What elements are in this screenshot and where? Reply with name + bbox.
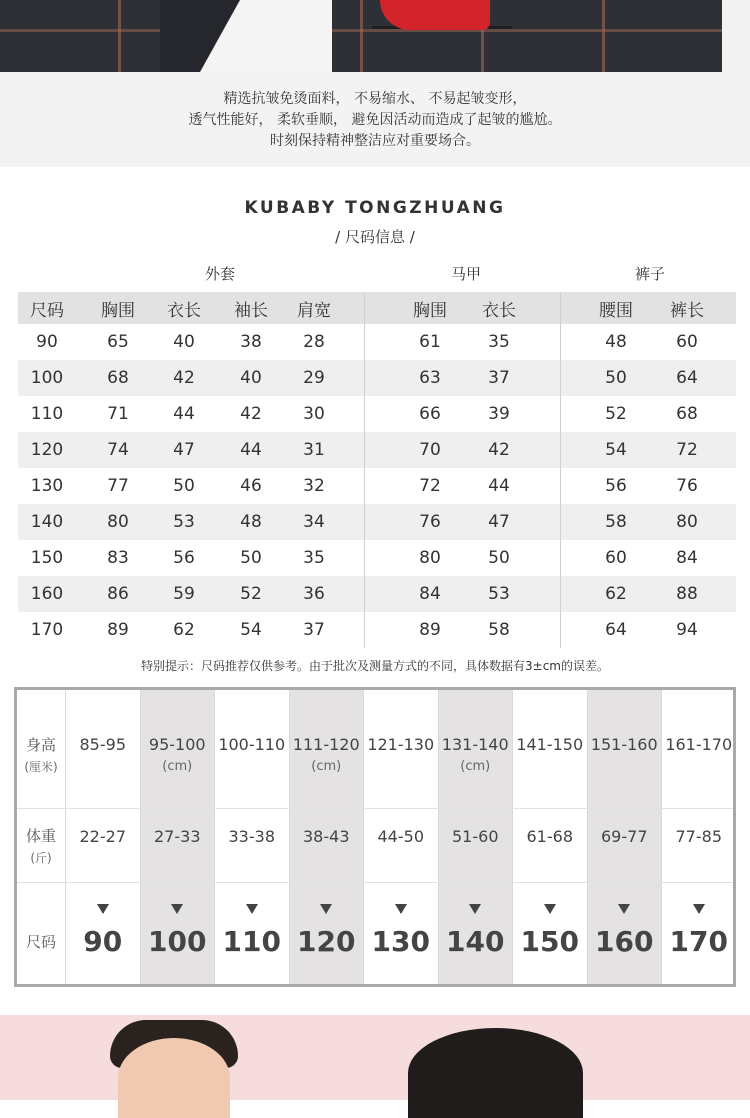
weight-range: 44-50 [377,827,424,846]
height-range [66,734,140,756]
height-weight-size-guide [14,687,736,987]
cell-jacket-chest: 80 [107,512,129,532]
recommended-size: 120 [297,925,356,958]
cell-pants-waist: 52 [605,404,627,424]
cell-pants-length: 80 [676,512,698,532]
recommended-size: 100 [148,925,207,958]
recommended-size: 110 [222,925,281,958]
cell-vest-chest: 66 [419,404,441,424]
cell-vest-chest: 89 [419,620,441,640]
cell-jacket-sleeve: 42 [240,404,262,424]
guide-column [140,690,215,984]
cell-jacket-shoulder: 36 [303,584,325,604]
cell-pants-length: 68 [676,404,698,424]
height-value: 141-150 [516,735,584,754]
cell-pants-waist: 62 [605,584,627,604]
cell-vest-chest: 63 [419,368,441,388]
guide-row-divider [17,808,733,809]
table-row [18,504,736,540]
top-product-photo [0,0,750,72]
group-divider [560,540,561,576]
down-arrow-icon [469,904,481,914]
group-divider [560,576,561,612]
group-divider [560,468,561,504]
group-divider [364,324,365,360]
height-value: 111-120 [292,735,360,754]
weight-range: 38-43 [303,827,350,846]
height-range [141,734,215,778]
weight-range: 69-77 [601,827,648,846]
height-value: 121-130 [367,735,435,754]
table-row [18,360,736,396]
cell-vest-length: 39 [488,404,510,424]
group-divider [364,612,365,648]
cell-vest-length: 衣长 [482,300,516,321]
cell-jacket-length: 53 [173,512,195,532]
cell-pants-waist: 50 [605,368,627,388]
down-arrow-icon [246,904,258,914]
cell-vest-length: 58 [488,620,510,640]
size-table [18,292,736,648]
cell-pants-length: 72 [676,440,698,460]
cell-vest-length: 53 [488,584,510,604]
down-arrow-icon [171,904,183,914]
height-value: 161-170 [665,735,733,754]
group-divider [560,292,561,324]
down-arrow-icon [693,904,705,914]
cell-jacket-length: 40 [173,332,195,352]
guide-column [65,690,140,984]
cell-size: 170 [30,620,64,640]
size-info-subtitle: / 尺码信息 / [335,228,415,246]
recommended-size: 130 [371,925,430,958]
description-line-2: 透气性能好， 柔软垂顺， 避免因活动而造成了起皱的尴尬。 [188,112,562,128]
cell-pants-waist: 54 [605,440,627,460]
cell-pants-length: 裤长 [670,300,704,321]
cell-pants-waist: 60 [605,548,627,568]
down-arrow-icon [97,904,109,914]
height-value: 95-100 [148,735,206,754]
down-arrow-icon [544,904,556,914]
cell-jacket-chest: 71 [107,404,129,424]
cell-jacket-length: 59 [173,584,195,604]
weight-range: 77-85 [675,827,722,846]
cell-vest-length: 42 [488,440,510,460]
group-divider [364,432,365,468]
cell-vest-length: 50 [488,548,510,568]
group-vest-label: 马甲 [450,265,481,283]
cell-jacket-sleeve: 46 [240,476,262,496]
height-value: 151-160 [590,735,658,754]
size-row-label: 尺码 [25,933,56,951]
group-divider [364,292,365,324]
cell-jacket-sleeve: 44 [240,440,262,460]
cell-jacket-shoulder: 32 [303,476,325,496]
table-row [18,324,736,360]
table-row [18,576,736,612]
cell-vest-chest: 72 [419,476,441,496]
cell-jacket-chest: 65 [107,332,129,352]
height-range-unit: (cm) [162,759,193,774]
group-jacket-label: 外套 [204,265,235,283]
jacket-lapel-image [160,0,240,72]
brand-title: KUBABY TONGZHUANG [244,198,506,218]
guide-column [512,690,587,984]
guide-column [438,690,513,984]
table-row [18,612,736,648]
height-range [215,734,289,756]
group-divider [364,396,365,432]
cell-pants-waist: 48 [605,332,627,352]
cell-size: 尺码 [30,300,64,321]
cell-jacket-chest: 74 [107,440,129,460]
down-arrow-icon [618,904,630,914]
weight-range: 22-27 [79,827,126,846]
weight-unit: (斤) [30,851,52,865]
cell-jacket-length: 42 [173,368,195,388]
recommended-size: 170 [669,925,728,958]
table-row [18,540,736,576]
cell-size: 150 [30,548,64,568]
cell-jacket-length: 衣长 [167,300,201,321]
cell-size: 130 [30,476,64,496]
cell-vest-length: 47 [488,512,510,532]
recommended-size: 140 [446,925,505,958]
cell-vest-chest: 84 [419,584,441,604]
recommended-size: 160 [595,925,654,958]
table-row [18,468,736,504]
guide-column [214,690,289,984]
cell-jacket-sleeve: 54 [240,620,262,640]
height-label: 身高 [25,736,56,754]
height-range [364,734,438,756]
down-arrow-icon [395,904,407,914]
weight-label: 体重 [25,827,56,845]
cell-jacket-sleeve: 50 [240,548,262,568]
group-divider [560,504,561,540]
cell-size: 120 [30,440,64,460]
cell-pants-length: 76 [676,476,698,496]
weight-range: 27-33 [154,827,201,846]
group-divider [364,468,365,504]
cell-jacket-shoulder: 29 [303,368,325,388]
cell-vest-chest: 76 [419,512,441,532]
table-row [18,432,736,468]
group-divider [560,396,561,432]
guide-row-divider [17,882,733,883]
group-divider [364,360,365,396]
cell-vest-chest: 80 [419,548,441,568]
cell-jacket-shoulder: 28 [303,332,325,352]
height-value: 85-95 [79,735,126,754]
group-divider [364,576,365,612]
cell-vest-chest: 70 [419,440,441,460]
cell-jacket-chest: 89 [107,620,129,640]
cell-jacket-length: 56 [173,548,195,568]
cell-size: 100 [30,368,64,388]
cell-size: 90 [36,332,58,352]
group-pants-label: 裤子 [634,265,665,283]
cell-jacket-sleeve: 52 [240,584,262,604]
cell-pants-length: 84 [676,548,698,568]
group-divider [560,432,561,468]
height-range [439,734,513,778]
height-range [662,734,736,756]
weight-range: 61-68 [526,827,573,846]
cell-jacket-shoulder: 35 [303,548,325,568]
cell-jacket-shoulder: 肩宽 [297,300,331,321]
cell-vest-length: 35 [488,332,510,352]
table-header-row [18,292,736,324]
cell-pants-waist: 腰围 [599,300,633,321]
cell-jacket-shoulder: 30 [303,404,325,424]
guide-column [289,690,364,984]
group-divider [364,504,365,540]
description-line-1: 精选抗皱免烫面料， 不易缩水、 不易起皱变形， [223,91,527,107]
cell-size: 160 [30,584,64,604]
cell-size: 110 [30,404,64,424]
guide-column [661,690,736,984]
description-line-3: 时刻保持精神整洁应对重要场合。 [270,133,480,149]
weight-row-label [17,825,65,869]
guide-column [587,690,662,984]
cell-jacket-chest: 86 [107,584,129,604]
cell-jacket-sleeve: 袖长 [234,300,268,321]
weight-range: 51-60 [452,827,499,846]
cell-jacket-sleeve: 48 [240,512,262,532]
cell-size: 140 [30,512,64,532]
height-range [513,734,587,756]
cell-jacket-sleeve: 38 [240,332,262,352]
model-face-image [118,1038,230,1118]
recommended-size: 150 [520,925,579,958]
cell-jacket-shoulder: 34 [303,512,325,532]
group-divider [560,360,561,396]
cell-jacket-sleeve: 40 [240,368,262,388]
second-model-hair-image [408,1028,583,1118]
height-range-unit: (cm) [460,759,491,774]
group-divider [364,540,365,576]
cell-pants-waist: 56 [605,476,627,496]
cell-vest-chest: 61 [419,332,441,352]
red-pocket-square-image [380,0,490,30]
cell-jacket-shoulder: 37 [303,620,325,640]
group-divider [560,324,561,360]
cell-pants-waist: 64 [605,620,627,640]
cell-jacket-chest: 胸围 [101,300,135,321]
cell-pants-waist: 58 [605,512,627,532]
fabric-description [0,72,750,167]
size-disclaimer-note: 特别提示：尺码推荐仅供参考。由于批次及测量方式的不同，具体数据有3±cm的误差。 [141,659,609,673]
recommended-size: 90 [83,925,123,958]
cell-pants-length: 88 [676,584,698,604]
cell-jacket-shoulder: 31 [303,440,325,460]
cell-jacket-length: 62 [173,620,195,640]
cell-pants-length: 64 [676,368,698,388]
height-range [588,734,662,756]
cell-jacket-length: 47 [173,440,195,460]
cell-vest-chest: 胸围 [413,300,447,321]
weight-range: 33-38 [228,827,275,846]
cell-jacket-length: 44 [173,404,195,424]
cell-jacket-length: 50 [173,476,195,496]
height-range [290,734,364,778]
height-value: 131-140 [441,735,509,754]
cell-jacket-chest: 77 [107,476,129,496]
height-unit: (厘米) [24,760,58,774]
height-value: 100-110 [218,735,286,754]
group-divider [560,612,561,648]
cell-jacket-chest: 68 [107,368,129,388]
table-row [18,396,736,432]
height-range-unit: (cm) [311,759,342,774]
cell-vest-length: 37 [488,368,510,388]
down-arrow-icon [320,904,332,914]
cell-vest-length: 44 [488,476,510,496]
height-row-label [17,734,65,778]
cell-pants-length: 94 [676,620,698,640]
guide-column [363,690,438,984]
cell-jacket-chest: 83 [107,548,129,568]
plaid-jacket-image [0,0,722,72]
cell-pants-length: 60 [676,332,698,352]
